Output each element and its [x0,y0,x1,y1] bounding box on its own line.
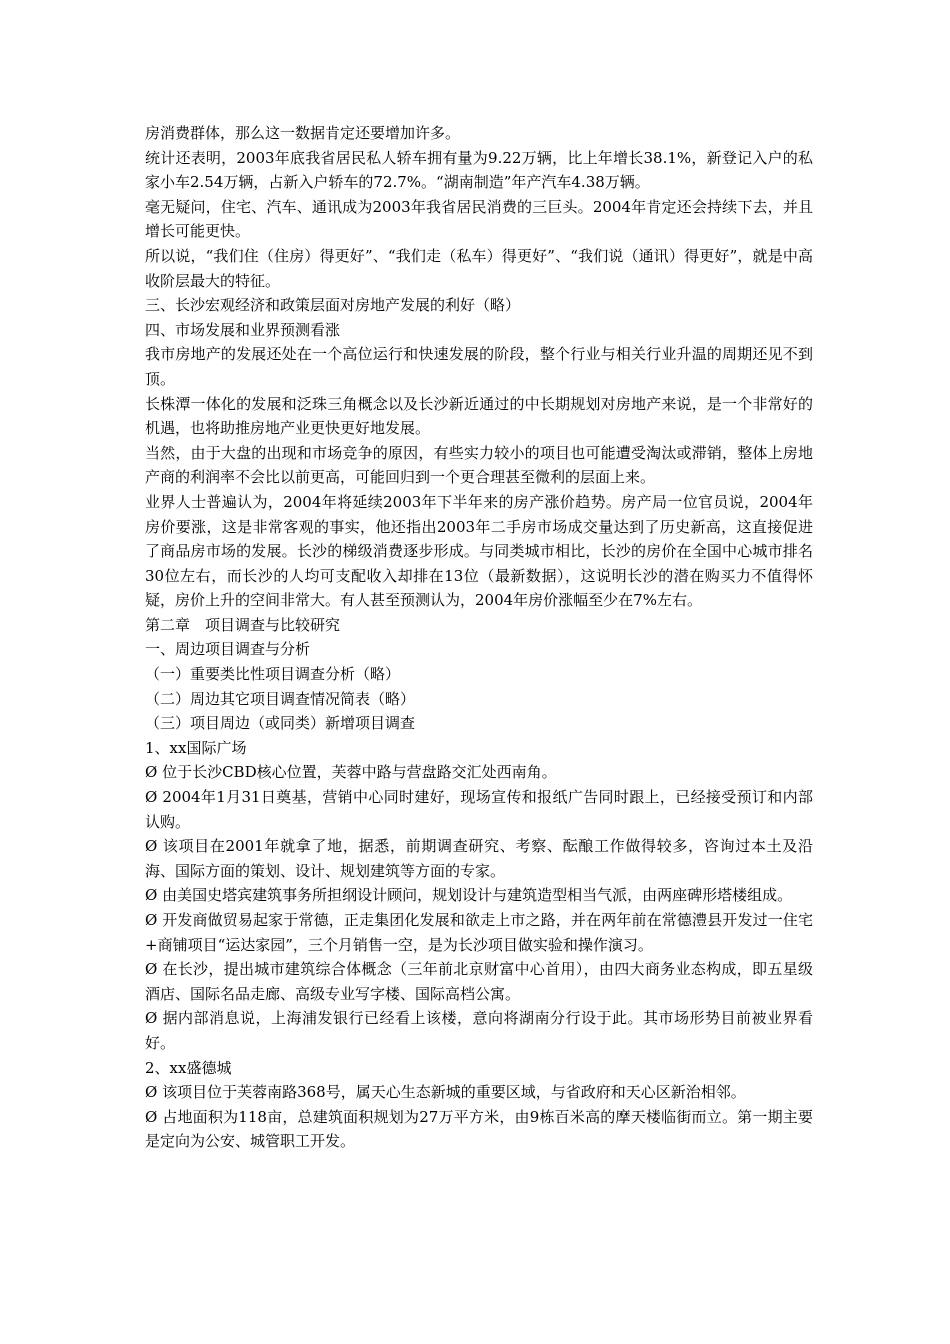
chapter-heading: 第二章 项目调查与比较研究 [145,615,341,634]
subsection-heading: （三）项目周边（或同类）新增项目调查 [145,714,416,733]
paragraph: 房消费群体，那么这一数据肯定还要增加许多。 [145,124,461,142]
subsection-heading: （二）周边其它项目调查情况简表（略） [145,689,416,708]
paragraph: 我市房地产的发展还处在一个高位运行和快速发展的阶段，整个行业与相关行业升温的周期还见不到顶。 [145,345,813,388]
bullet-item: Ø 开发商做贸易起家于常德，正走集团化发展和欲走上市之路，并在两年前在常德澧县开发过一住宅+商铺项目“运达家园”，三个月销售一空，是为长沙项目做实验和操作演习。 [145,911,813,954]
section-heading: 三、长沙宏观经济和政策层面对房地产发展的利好（略） [145,296,521,315]
paragraph: 统计还表明，2003年底我省居民私人轿车拥有量为9.22万辆，比上年增长38.1%，新登记入户的私家小车2.54万辆，占新入户轿车的72.7%。“湖南制造”年产汽车4.38万辆。 [145,148,813,192]
paragraph: 业界人士普遍认为，2004年将延续2003年下半年来的房产涨价趋势。房产局一位官员说，2004年房价要涨，这是非常客观的事实，他还指出2003年二手房市场成交量达到了历史新高，这直接促进了商品房市场的发展。长沙的梯级消费逐步形成。与同类城市相比，长沙的房价在全国中心城市排名30位左右，而长沙的人均可支配收入却排在13位（最新数据），这说明长沙的潜在购买力不值得怀疑，房价上升的空间非常大。有人甚至预测认为，2004年房价涨幅至少在7%左右。 [145,492,813,610]
section-heading: 一、周边项目调查与分析 [145,640,311,659]
bullet-item: Ø 位于长沙CBD核心位置，芙蓉中路与营盘路交汇处西南角。 [145,763,557,782]
bullet-item: Ø 由美国史塔宾建筑事务所担纲设计顾问，规划设计与建筑造型相当气派，由两座碑形塔楼组成。 [145,886,793,905]
subsection-heading: （一）重要类比性项目调查分析（略） [145,665,401,684]
document-page [145,121,813,1154]
bullet-item: Ø 据内部消息说，上海浦发银行已经看上该楼，意向将湖南分行设于此。其市场形势目前被业界看好。 [145,1009,813,1052]
bullet-item: Ø 2004年1月31日奠基，营销中心同时建好，现场宣传和报纸广告同时跟上，已经接受预订和内部认购。 [145,788,813,831]
bullet-item: Ø 该项目在2001年就拿了地，据悉，前期调查研究、考察、酝酿工作做得较多，咨询过本土及沿海、国际方面的策划、设计、规划建筑等方面的专家。 [145,837,813,880]
section-heading: 四、市场发展和业界预测看涨 [145,320,341,339]
bullet-item: Ø 占地面积为118亩，总建筑面积规划为27万平方米，由9栋百米高的摩天楼临街而立。第一期主要是定向为公安、城管职工开发。 [145,1107,813,1151]
bullet-item: Ø 该项目位于芙蓉南路368号，属天心生态新城的重要区域，与省政府和天心区新治相邻。 [145,1083,746,1102]
project-heading: 2、xx盛德城 [145,1058,232,1077]
paragraph: 所以说，“我们住（住房）得更好”、“我们走（私车）得更好”、“我们说（通讯）得更好”，就是中高收阶层最大的特征。 [145,246,813,290]
paragraph: 毫无疑问，住宅、汽车、通讯成为2003年我省居民消费的三巨头。2004年肯定还会持续下去，并且增长可能更快。 [145,197,813,241]
bullet-item: Ø 在长沙，提出城市建筑综合体概念（三年前北京财富中心首用），由四大商务业态构成，即五星级酒店、国际名品走廊、高级专业写字楼、国际高档公寓。 [145,960,813,1003]
project-heading: 1、xx国际广场 [145,738,247,757]
paragraph: 长株潭一体化的发展和泛珠三角概念以及长沙新近通过的中长期规划对房地产来说，是一个非常好的机遇，也将助推房地产业更快更好地发展。 [145,394,813,438]
paragraph: 当然，由于大盘的出现和市场竞争的原因，有些实力较小的项目也可能遭受淘汰或滞销，整体上房地产商的利润率不会比以前更高，可能回归到一个更合理甚至微利的层面上来。 [145,443,813,487]
